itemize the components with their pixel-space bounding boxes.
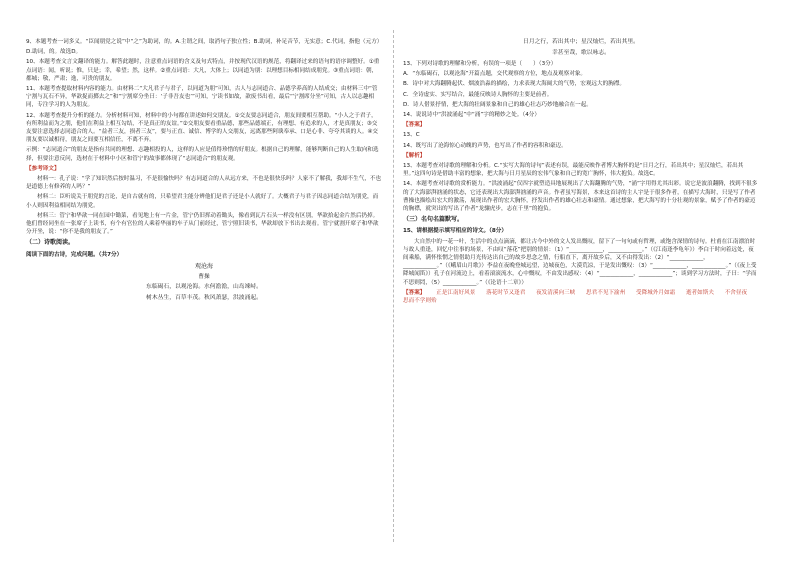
section-2-title: （二）诗歌阅读。 — [26, 239, 75, 247]
explanation-14: 14、本题考查对诗歌的赏析能力。“洪波涌起”仅四字就塑造具地展现出了大海翻腾的气势，“涌”字用得尤其出彩。说它是波浪翻腾，找到不很多的了大海澎湃汹涌的状态，它还表现出大海澎湃汹涌的声音。作者虽写海景，本来这首诗的主人宇是于很多作者，在描写大海时，只是写了作者曹操也描绘出宏大的激荡，展现出作者的宏大胸怀，抒发出作者的雄心壮志和豪情。通过想象，把大海写的十分壮观的景象，赋予了作者的豪迈的胸襟，就突出的写出了作者“龙骧虎步，志在千里”的抱负。 — [403, 181, 758, 213]
q13-option-c: C．全诗虚实、实写结合，最能反映诗人胸怀的主要是前者。 — [403, 91, 553, 98]
q12-example: 示例：“志同道合”的朋友是指有共同的理想、志趣相投的人，这样的人应是值得珍惜的好朋友。根据自己的理解，能够判断自己的人生取向和选择，但要注意反问，选材在于材料中小区和管宁的故事都体现了“志同道合”的朋友观。 — [26, 147, 379, 162]
q15-text: 15、请根据提示填写相应的诗文。（8分） — [403, 228, 507, 235]
poem-line-1: 东临碣石，以观沧海。水何澹澹，山岛竦峙。 — [146, 284, 262, 291]
q13-option-a: A．“东临碣石，以观沧海”开篇点题，交代观察的方位，地点及观察对象。 — [403, 71, 587, 78]
q15-answer-item: 夜发清溪向三峡 — [536, 289, 576, 296]
material-1: 材料一：孔子说：“学了知识然后按时温习，不是很愉快吗？有志同道合的人从远方来，不也是很快乐吗？人家不了解我，我却不生气，不也是道德上有修养的人吗？” — [26, 176, 382, 191]
q9-answer: D.助词，的。故选D。 — [26, 49, 82, 56]
q13-option-b: B．诗中对大海翻腾起伏、烟波浩淼的描绘，力求表现大海阔大的气势，宏观远大的胸襟。 — [403, 81, 625, 88]
poem-intro: 阅读下面的古诗，完成问题。（共7分） — [26, 251, 123, 258]
right-column — [403, 38, 759, 307]
q15-answer-item: 思而不学则殆 — [403, 298, 437, 305]
poem-line-3: 日月之行，若出其中；星汉灿烂，若出其里。 — [523, 39, 639, 45]
q15-answer-item: 落花时节又逢君 — [486, 289, 526, 296]
poem-line-2: 树木丛生，百草丰茂。秋风萧瑟，洪波涌起。 — [146, 295, 262, 302]
section-3-title: （三）名句名篇默写。 — [403, 216, 464, 224]
left-column — [26, 38, 382, 305]
q12-text: 12、本题考查提升分析的能力。分析材料可知，材料中的小句都在讲述如何交朋友。①交友要志同道合，朋友间要相互帮助。“小人之于君子，有所利益而为之朋，他们在利益上相互勾结，不是真正的友谊。”②交朋友要看重品德，那些品德端正，有理想、有追求的人，才是真朋友；③交友要注意选择志同道合的人。“益者三友，损者三友”，要与正直、诚信、博学的人交朋友，远离那些阿谀奉承、口是心非、夸夸其谈的人。④交朋友要以诚相待，朋友之间要互相信任，不离不弃。 — [26, 112, 379, 144]
q15-answer-item: 逝者如斯夫 — [685, 289, 714, 296]
q15-answer-item: 不舍昼夜 — [724, 289, 748, 296]
q13-text: 13、下列对诗歌的理解和分析，有误的一项是（ ）（3分） — [403, 61, 557, 67]
q15-answer-item: 思君不见下渝州 — [586, 289, 626, 296]
q10-text: 10、本题考查文言文翻译的能力。解答此题时，注意重点词语的含义及句式特点，并按现代汉语的规范，将翻译过来的语句的语序调整好。①重点词语：闻，听说；惟，只是；幸，希望；然，这样。②重点词语：大凡，大体上；以同道为朋：以理想目标相同结成朋党。③重点词语：朝，都城；敬，严肃；逸，可贵的朋友。 — [26, 59, 380, 82]
q13-option-d: D．诗人借景抒情，把大海的壮阔景象和自己的雄心壮志巧妙地融合在一起。 — [403, 101, 592, 108]
q9-text: 9、本题考查一词多义。“臣闻朋党之说”中“之”为助词，的。A.主谓之间，取消句子独立性；B.助词，补足音节，无实意；C.代词，指他（元方） — [26, 39, 383, 45]
q15-answers — [403, 289, 759, 305]
q11-text: 11、本题考查提取材料内容的能力。由材料二“大凡君子与君子，以同道为朋”可知，古人与志同道合、品德学养高的人结成交；由材料三中“管宁割与瓦石不异，华歆捉而掷去之”和“宁割席分坐曰：‘子非吾友也’”可知，宁读书如故，歆废书出看，最后“宁割席分坐”可知，古人以志趣相同，专注学习的人为朋友。 — [26, 86, 378, 109]
column-divider — [393, 30, 394, 542]
poem-title: 观沧海 — [194, 262, 213, 270]
material-3: 材料三：管宁和华歆一同在园中锄菜，看见地上有一片金，管宁仍旧挥动着锄头，像看到瓦片石头一样没有区别，华歆拾起金片然后扔掉。他们曾经同坐在一张席子上读书，有个有官位的人乘着华丽的车子从门前经过，管宁照旧读书，华歆却放下书出去观看。管宁就割开席子和华歆分开坐，说：“你不是我的朋友了。” — [26, 212, 379, 236]
explanation-label: 【解析】 — [403, 152, 426, 159]
material-2: 材料二：臣听说关于朋党的言论，是自古就有的，只希望君主能分辨他们是君子还是小人就好了。大概君子与君子因志同道合结为朋党，而小人则因利益相同结为朋党。 — [26, 194, 379, 209]
answer-label: 【答案】 — [403, 122, 426, 129]
poem-author: 曹操 — [198, 274, 210, 281]
q15-answer-item: 正是江南好风景 — [436, 289, 476, 296]
translation-label: 【参考译文】 — [26, 165, 60, 172]
poem-line-4: 幸甚至哉，歌以咏志。 — [552, 50, 610, 56]
answer-14: 14、既写出了沧海惊心动魄的声势，也写出了作者的容积和豪迈。 — [403, 142, 567, 149]
q15-answer-item: 受降城外月如霜 — [635, 289, 676, 296]
answer-13: 13、C — [403, 132, 420, 139]
q15-answer-label: 【答案】 — [403, 289, 426, 296]
q15-passage: 大自然中的一花一叶，生活中的点点滴滴，都让古今中外的文人发出慨叹，留下了一句句或有哲理，或饱含深情的诗句。杜甫在江南漂泊时与故人重逢，回忆中往事的场景，不由叹“落花”把别的情景：（1）“____________，____________。”（《江南逢李龟年》）李白于时向着远处，夜间乘船，满怀怅惘之情借助月光传达出自己的故乡思念之情，行船直下，离开故乡后，又不由得发出：（2）“____________，____________。”（《峨眉山月歌》）李益在夜晚登城远望，边城夜色，大漠荒凉，于是发出慨叹：（3）“____________，____________。”（《夜上受降城闻笛》）孔子在河流边上，看着滚滚流水，心中慨叹，不由发出感叹：（4）“____________，____________”；谈到学习方法时，子曰：“学而不思则罔，（5）____________。”（《论语十二章》） — [403, 238, 757, 286]
explanation-13: 13、本题考查对诗歌的理解和分析。C.“实写大海的诗句”表述有误，最能反映作者博大胸怀的是“日月之行，若出其中；星汉灿烂，若出其里。”这四句诗是借助丰富的想象，把大海与日月星辰的宏伟气象和自己的宽广胸怀，伟大抱负。故选C。 — [403, 163, 744, 178]
q14-text: 14、说说诗中“洪波涌起”中“涌”字的精妙之处。（4分） — [403, 112, 540, 119]
